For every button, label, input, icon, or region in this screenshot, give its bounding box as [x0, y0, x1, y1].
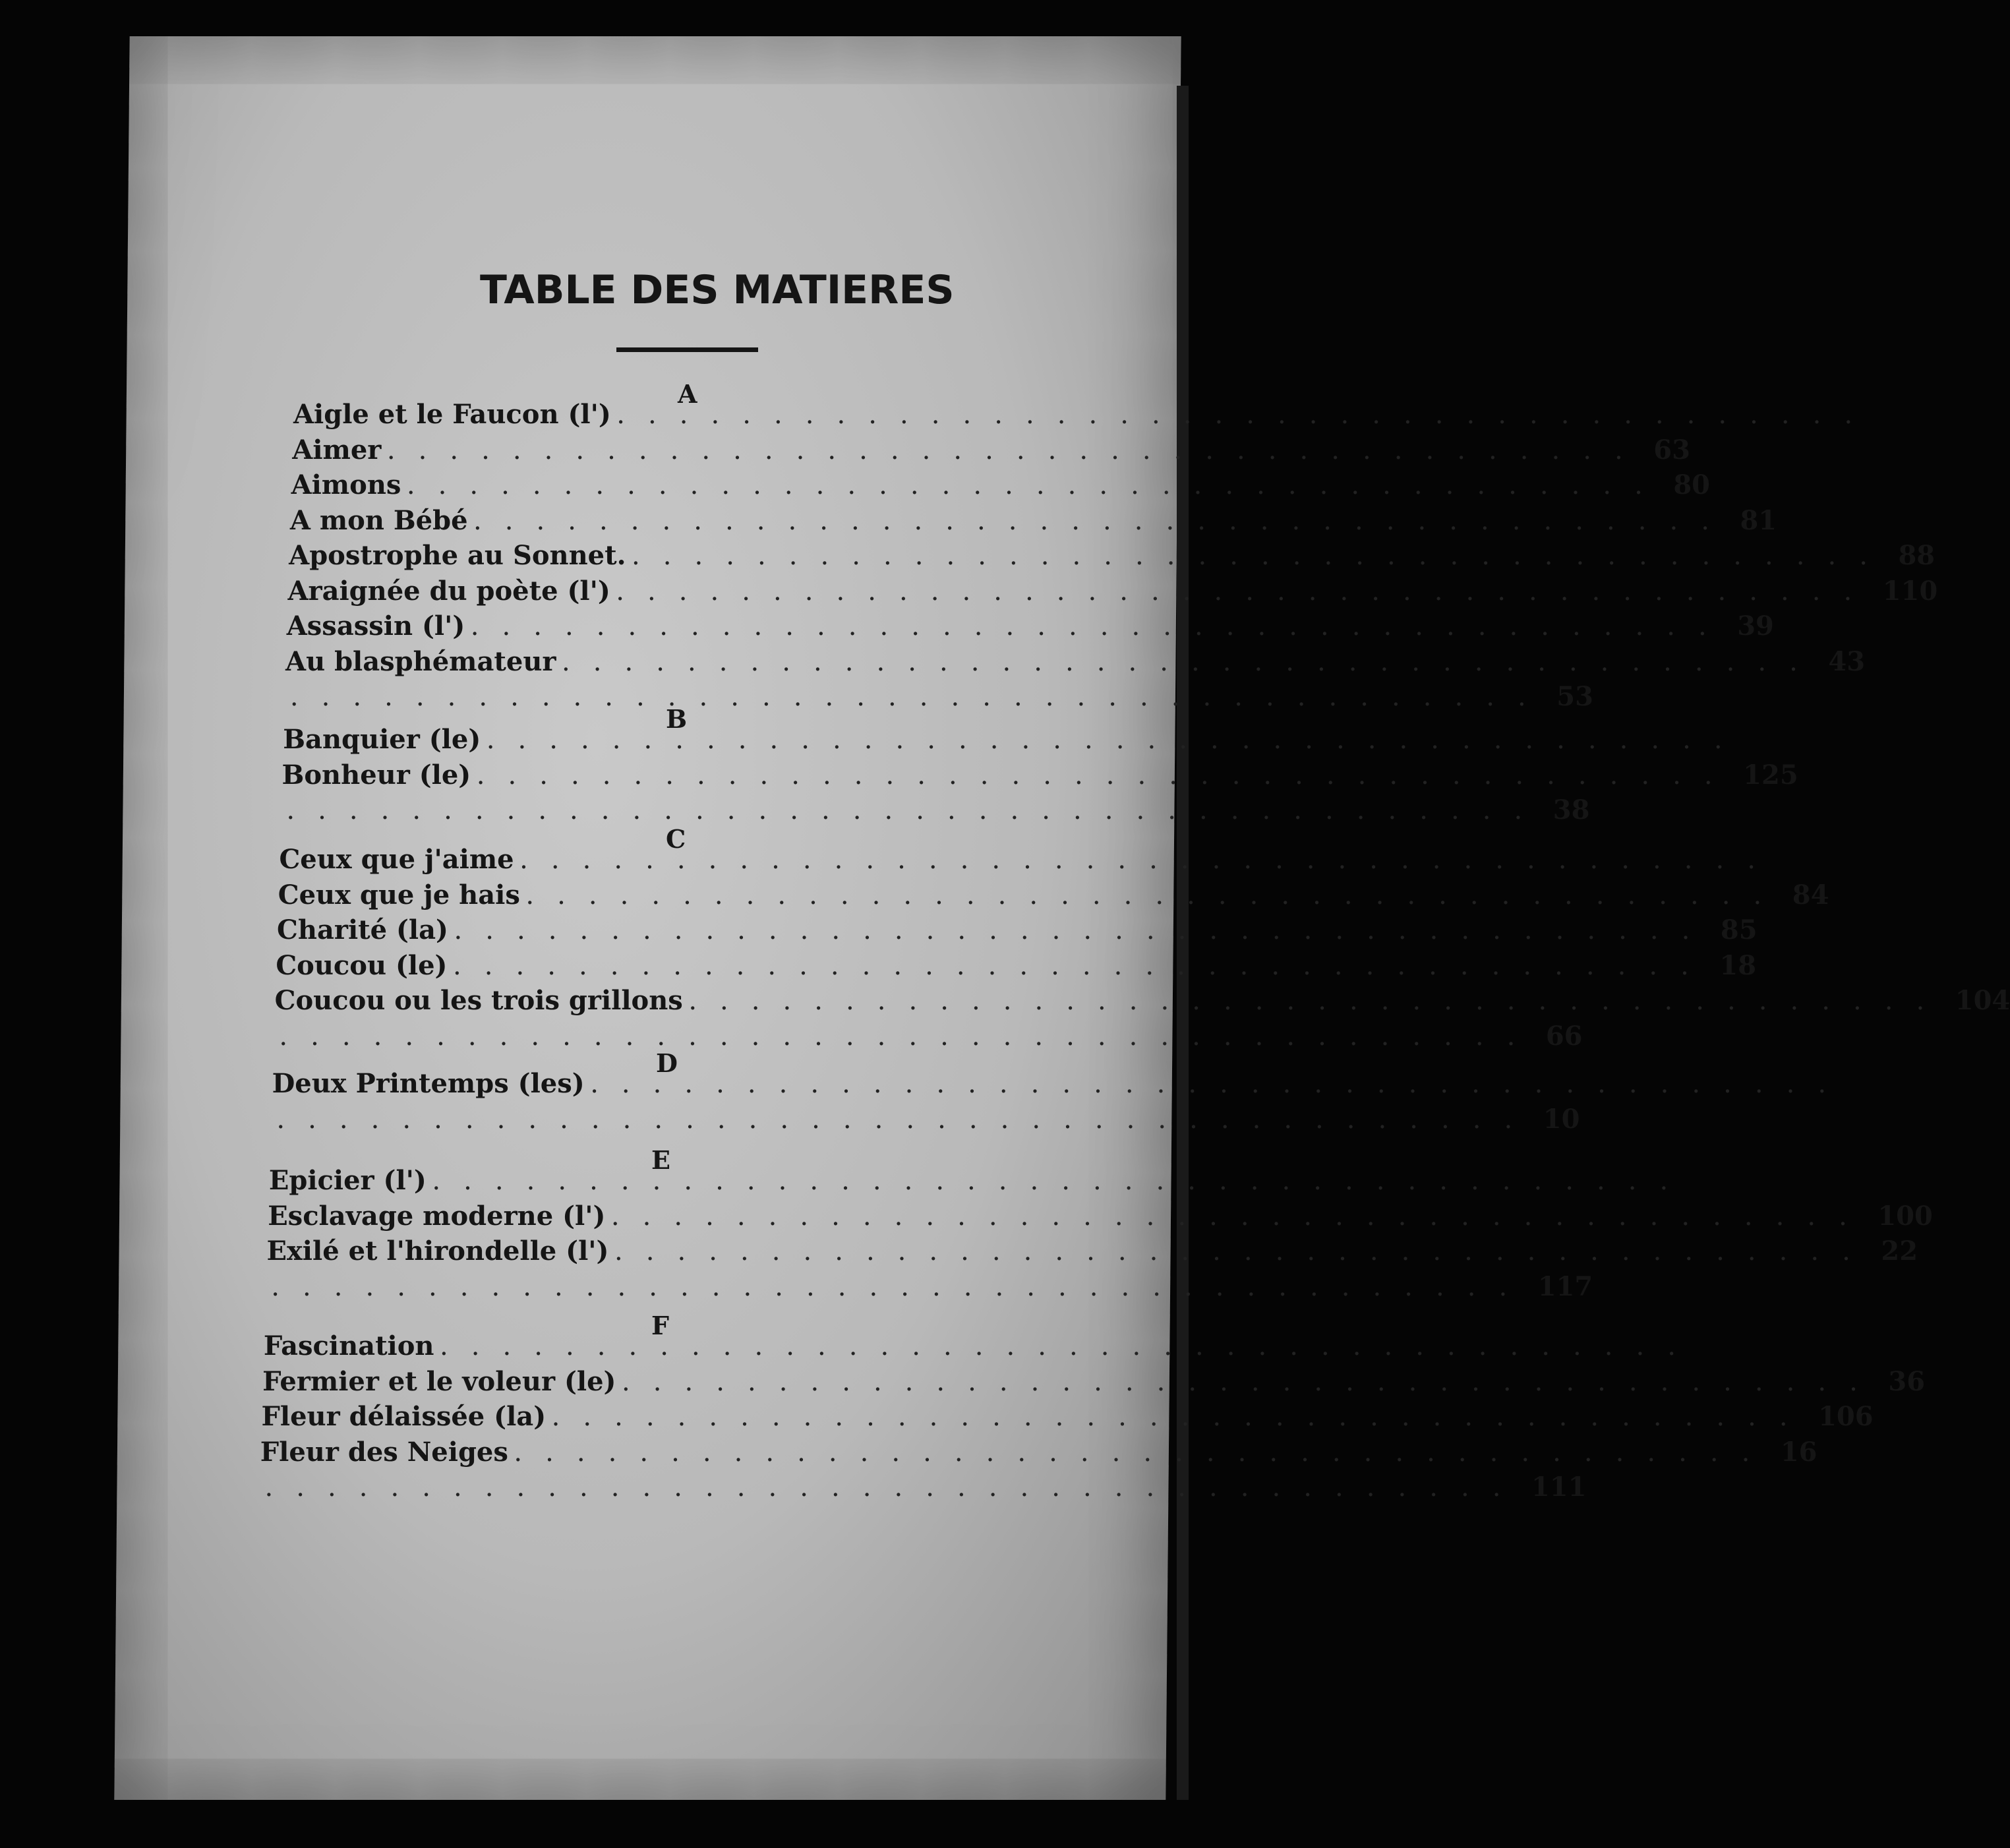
entry-title: Araignée du poète (l')	[287, 575, 610, 607]
entry-title: Charité (la)	[277, 914, 448, 945]
toc-entry	[263, 1330, 1700, 1365]
section-letter-d: D	[656, 1048, 678, 1078]
section-letter-c: C	[666, 824, 686, 854]
dot-leader: ........................................	[454, 922, 1714, 943]
dot-leader: ........................................	[526, 886, 1786, 909]
page-number: 66	[1545, 1020, 1583, 1052]
page-number: 43	[1828, 645, 1866, 677]
page-number: 125	[1743, 759, 1798, 790]
dot-leader: ........................................	[277, 1110, 1537, 1133]
dot-leader: ........................................	[440, 1338, 1700, 1359]
toc-entry	[261, 1401, 1874, 1435]
entry-title: Au blasphémateur	[285, 645, 556, 677]
dot-leader: ........................................	[689, 992, 1949, 1014]
toc-entry	[283, 724, 1747, 758]
dot-leader: ........................................	[552, 1408, 1812, 1430]
page-number: 81	[1740, 504, 1777, 536]
entry-title: Fleur des Neiges	[260, 1436, 508, 1468]
toc-entry	[268, 1200, 1933, 1235]
toc-entry	[277, 914, 1758, 949]
dot-leader: ........................................	[477, 766, 1737, 789]
entry-title: Aimons	[291, 469, 401, 500]
toc-entry	[279, 844, 1780, 878]
entry-title: Coucou ou les trois grillons	[274, 985, 683, 1016]
page-number: 39	[1737, 611, 1774, 641]
dot-leader: ........................................	[388, 441, 1647, 463]
dot-leader: ........................................	[617, 406, 1877, 428]
toc-entry	[266, 1270, 1593, 1305]
page-title: TABLE DES MATIERES	[480, 267, 955, 313]
toc-entry	[276, 949, 1757, 984]
dot-leader: ........................................	[615, 1243, 1875, 1265]
toc-entry	[268, 1165, 1692, 1199]
toc-entry	[262, 1365, 1926, 1400]
toc-entry	[272, 1068, 1850, 1102]
dot-leader: ........................................	[632, 547, 1892, 569]
entry-title: Banquier (le)	[283, 724, 481, 755]
page-number: 84	[1792, 879, 1829, 910]
section-letter-a: A	[678, 379, 697, 409]
entry-title: Epicier (l')	[268, 1165, 427, 1196]
page-number: 63	[1653, 434, 1690, 465]
dot-leader: ........................................	[454, 957, 1713, 979]
entry-title: Exilé et l'hirondelle (l')	[266, 1236, 609, 1267]
entry-title: Coucou (le)	[276, 949, 448, 981]
section-letter-e: E	[651, 1145, 670, 1175]
toc-entry	[281, 759, 1798, 794]
page-number: 16	[1780, 1436, 1818, 1468]
dot-leader: ........................................	[432, 1172, 1692, 1194]
entry-title: Assassin (l')	[286, 611, 465, 641]
entry-title: Aigle et le Faucon (l')	[293, 399, 611, 430]
toc-entry	[292, 434, 1690, 469]
page-number: 110	[1882, 575, 1938, 607]
toc-entry	[278, 879, 1829, 914]
toc-entry	[287, 575, 1938, 610]
page-number: 38	[1552, 794, 1590, 825]
page-number: 36	[1888, 1365, 1926, 1397]
dot-leader: ........................................	[272, 1278, 1531, 1300]
toc-entry	[259, 1472, 1587, 1506]
page-number: 85	[1720, 914, 1758, 945]
dot-leader: ........................................	[562, 653, 1822, 675]
section-letter-f: F	[651, 1311, 669, 1340]
entry-title: Esclavage moderne (l')	[268, 1200, 606, 1232]
page-number: 18	[1719, 949, 1757, 981]
page-number: 80	[1673, 469, 1711, 500]
section-letter-b: B	[666, 704, 688, 734]
dot-leader: ........................................	[514, 1443, 1774, 1466]
toc-entry	[286, 611, 1774, 645]
toc-entry	[293, 399, 1877, 433]
entry-title: Deux Printemps (les)	[272, 1068, 585, 1099]
entry-title: A mon Bébé	[289, 504, 468, 536]
dot-leader: ........................................	[591, 1075, 1850, 1097]
dot-leader: ........................................	[266, 1479, 1525, 1501]
page-number: 53	[1556, 681, 1593, 712]
dot-leader: ........................................	[487, 731, 1747, 753]
dot-leader: ........................................	[280, 1027, 1539, 1050]
toc-entry	[271, 1103, 1580, 1138]
entry-title: Fascination	[263, 1330, 434, 1361]
dot-leader: ........................................	[622, 1373, 1882, 1395]
toc-entry	[289, 504, 1777, 539]
toc-entry	[291, 469, 1711, 504]
toc-entry	[266, 1236, 1918, 1270]
toc-entry	[274, 985, 2010, 1019]
toc-entry	[285, 645, 1866, 680]
page-number: 104	[1955, 985, 2010, 1016]
page-number: 111	[1531, 1472, 1587, 1503]
dot-leader: ........................................	[291, 688, 1551, 710]
entry-title: Aimer	[292, 434, 382, 465]
dot-leader: ........................................	[616, 582, 1876, 605]
entry-title: Ceux que j'aime	[279, 844, 514, 875]
page-number: 88	[1898, 540, 1936, 571]
dot-leader: ........................................	[407, 477, 1667, 498]
entry-title: Bonheur (le)	[281, 759, 471, 790]
page-number: 106	[1818, 1401, 1874, 1432]
toc-entry	[289, 540, 1936, 574]
dot-leader: ........................................	[287, 802, 1547, 823]
dot-leader: ........................................	[474, 512, 1734, 534]
page-number: 117	[1537, 1270, 1593, 1302]
page-number: 22	[1881, 1236, 1918, 1267]
entry-title: Fermier et le voleur (le)	[262, 1365, 616, 1397]
toc-entry	[260, 1436, 1818, 1471]
dot-leader: ........................................	[520, 851, 1780, 873]
dot-leader: ........................................	[612, 1207, 1872, 1230]
entry-title: Fleur délaissée (la)	[261, 1401, 547, 1432]
dot-leader: ........................................	[471, 618, 1731, 640]
entry-title: Ceux que je hais	[278, 879, 520, 910]
entry-title: Apostrophe au Sonnet.	[289, 540, 626, 571]
page-number: 100	[1877, 1200, 1933, 1232]
page-number: 10	[1543, 1103, 1580, 1135]
